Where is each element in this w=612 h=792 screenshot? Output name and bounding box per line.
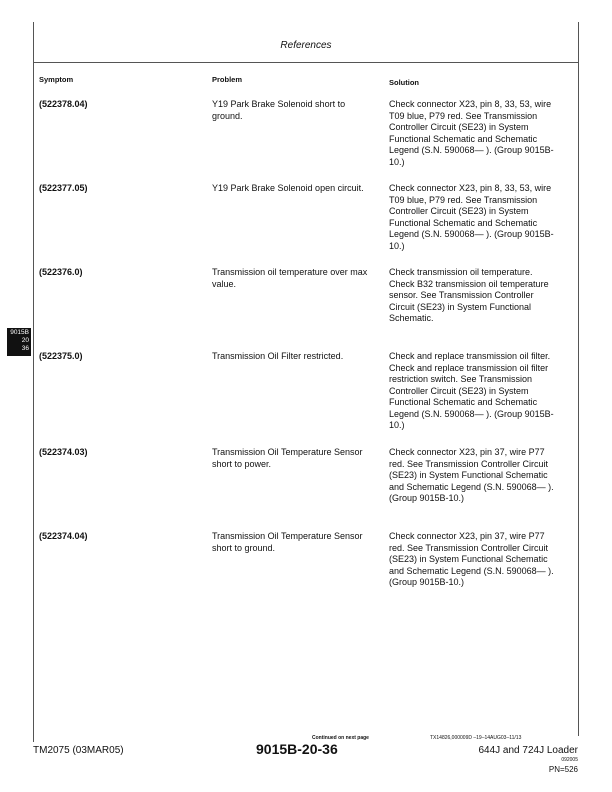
solution-text: Check transmission oil temperature. Check B32 transmission oil temperature sensor. See Transmission Controller Circuit (SE23) in System Functional Schematic. [389,267,549,323]
solution-text: Check connector X23, pin 8, 33, 53, wire T09 blue, P79 red. See Transmission Controller Circuit (SE23) in System Functional Schematic and Schematic Legend (S.N. 590068— ). (Group 9015B-10.) [389,99,554,167]
manual-number: TM2075 (03MAR05) [33,745,124,756]
side-tab-page: 36 [21,345,29,352]
solution-text: Check and replace transmission oil filter. Check and replace transmission oil filter restriction switch. See Transmission Controller Circuit (SE23) in System Functional Schematic and Schematic Legend (S.N. 590068— ). (Group 9015B-10.) [389,351,554,430]
problem-text: Transmission oil temperature over max value. [212,267,368,289]
side-tab-section: 20 [21,337,29,344]
page-number: PN=526 [548,765,578,774]
symptom-code: (522374.03) [39,447,88,457]
symptom-code: (522377.05) [39,183,88,193]
page-code: 9015B-20-36 [256,741,338,757]
solution-text: Check connector X23, pin 37, wire P77 red. See Transmission Controller Circuit (SE23) in System Functional Schematic and Schematic Legend (S.N. 590068— ). (Group 9015B-10.) [389,531,554,587]
section-title: References [280,40,332,51]
solution-text: Check connector X23, pin 8, 33, 53, wire T09 blue, P79 red. See Transmission Controller Circuit (SE23) in System Functional Schematic and Schematic Legend (S.N. 590068— ). (Group 9015B-10.) [389,183,554,251]
symptom-code: (522375.0) [39,351,83,361]
print-code: 092005 [561,757,578,763]
column-header-problem: Problem [212,75,243,84]
document-reference: TX14826,000009D –19–14AUG03–11/13 [430,735,522,741]
continued-note: Continued on next page [312,735,369,741]
problem-text: Transmission Oil Temperature Sensor short to power. [212,447,363,469]
problem-text: Transmission Oil Filter restricted. [212,351,344,361]
model-name: 644J and 724J Loader [478,745,578,756]
symptom-code: (522374.04) [39,531,88,541]
side-tab-group: 9015B [10,329,29,336]
symptom-code: (522378.04) [39,99,88,109]
problem-text: Y19 Park Brake Solenoid short to ground. [212,99,346,121]
solution-text: Check connector X23, pin 37, wire P77 red. See Transmission Controller Circuit (SE23) in System Functional Schematic and Schematic Legend (S.N. 590068— ). (Group 9015B-10.) [389,447,554,503]
symptom-code: (522376.0) [39,267,83,277]
column-header-symptom: Symptom [39,75,74,84]
problem-text: Transmission Oil Temperature Sensor short to ground. [212,531,363,553]
problem-text: Y19 Park Brake Solenoid open circuit. [212,183,364,193]
column-header-solution: Solution [389,78,419,87]
section-side-tab [7,328,31,356]
